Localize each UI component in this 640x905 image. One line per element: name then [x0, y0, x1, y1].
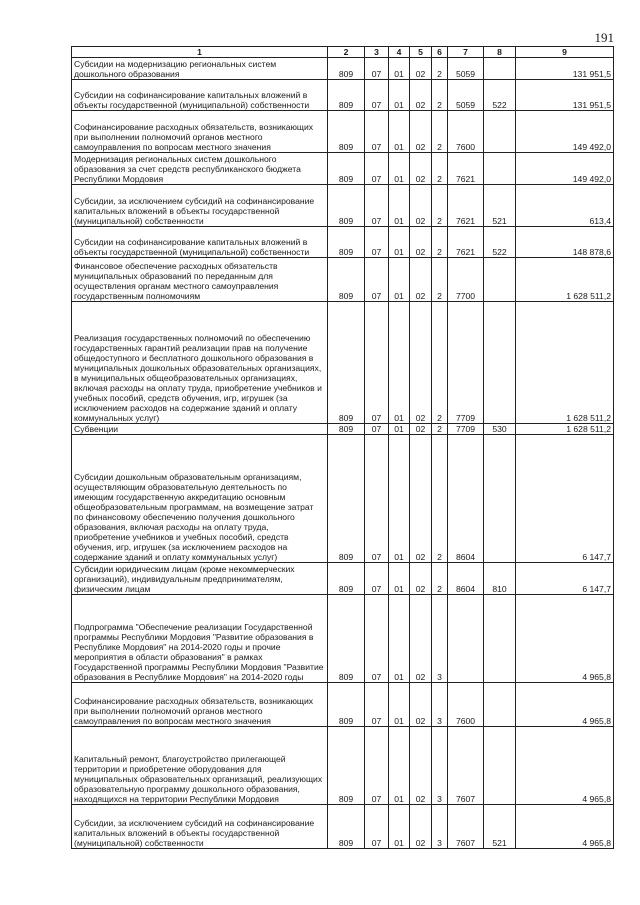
cell-code: 7700 [448, 258, 484, 302]
cell-subsection: 01 [389, 805, 410, 849]
cell-section: 07 [365, 58, 389, 80]
cell-subsection: 01 [389, 435, 410, 563]
row-name: Финансовое обеспечение расходных обязательств муниципальных образований по переданным для осуществления органам местного самоуправления государственным полномочиям [72, 258, 328, 302]
cell-code [448, 595, 484, 683]
cell-ministry: 809 [328, 153, 365, 185]
row-name: Субвенции [72, 424, 328, 435]
cell-section: 07 [365, 805, 389, 849]
cell-code: 7709 [448, 424, 484, 435]
row-name: Подпрограмма "Обеспечение реализации Государственной программы Республики Мордовия "Развитие образования в Республике Мордовия" на 2014-2020 годы и прочие мероприятия в области образования" в рамках Государственной программы Республики Мордовия "Развитие образования в Республике Мордовия" на 2014-2020 годы [72, 595, 328, 683]
cell-program: 02 [410, 302, 432, 424]
cell-subsection: 01 [389, 563, 410, 595]
table-row [72, 727, 614, 805]
page-number: 191 [594, 30, 614, 45]
cell-subprogram: 2 [432, 185, 448, 227]
cell-section: 07 [365, 258, 389, 302]
cell-expense-type [484, 258, 516, 302]
column-header-1: 1 [72, 47, 328, 58]
table-row [72, 805, 614, 849]
cell-amount: 131 951,5 [516, 58, 614, 80]
column-header-3: 3 [365, 47, 389, 58]
row-name: Субсидии юридическим лицам (кроме некоммерческих организаций), индивидуальным предпринимателям, физическим лицам [72, 563, 328, 595]
cell-expense-type [484, 595, 516, 683]
table-row [72, 435, 614, 563]
cell-amount: 6 147,7 [516, 563, 614, 595]
cell-program: 02 [410, 805, 432, 849]
row-name: Субсидии дошкольным образовательным организациям, осуществляющим образовательную деятельность по имеющим государственную аккредитацию основным общеобразовательным программам, на возмещение затрат по финансовому обеспечению получения дошкольного образования, включая расходы на оплату труда, приобретение учебников и учебных пособий, средств обучения, игр, игрушек (за исключением расходов на содержание зданий и оплату коммунальных услуг) [72, 435, 328, 563]
cell-program: 02 [410, 111, 432, 153]
cell-section: 07 [365, 424, 389, 435]
cell-subprogram: 2 [432, 424, 448, 435]
column-header-4: 4 [389, 47, 410, 58]
cell-section: 07 [365, 683, 389, 727]
cell-amount: 149 492,0 [516, 111, 614, 153]
cell-ministry: 809 [328, 424, 365, 435]
cell-subprogram: 2 [432, 435, 448, 563]
cell-amount: 4 965,8 [516, 727, 614, 805]
cell-section: 07 [365, 80, 389, 111]
cell-program: 02 [410, 58, 432, 80]
cell-subsection: 01 [389, 185, 410, 227]
cell-section: 07 [365, 111, 389, 153]
cell-subsection: 01 [389, 424, 410, 435]
table-body [72, 58, 614, 849]
cell-subsection: 01 [389, 58, 410, 80]
cell-code: 7621 [448, 185, 484, 227]
cell-expense-type [484, 153, 516, 185]
cell-section: 07 [365, 302, 389, 424]
cell-amount: 613,4 [516, 185, 614, 227]
cell-amount: 6 147,7 [516, 435, 614, 563]
cell-amount: 4 965,8 [516, 683, 614, 727]
cell-section: 07 [365, 153, 389, 185]
cell-subsection: 01 [389, 683, 410, 727]
cell-amount: 149 492,0 [516, 153, 614, 185]
row-name: Модернизация региональных систем дошкольного образования за счет средств республиканского бюджета Республики Мордовия [72, 153, 328, 185]
cell-subsection: 01 [389, 153, 410, 185]
row-name: Субсидии на софинансирование капитальных вложений в объекты государственной (муниципальной) собственности [72, 227, 328, 258]
cell-code: 7621 [448, 227, 484, 258]
cell-subprogram: 2 [432, 80, 448, 111]
cell-expense-type [484, 58, 516, 80]
cell-program: 02 [410, 227, 432, 258]
column-header-2: 2 [328, 47, 365, 58]
cell-subsection: 01 [389, 595, 410, 683]
cell-program: 02 [410, 683, 432, 727]
cell-subprogram: 2 [432, 111, 448, 153]
cell-code: 7709 [448, 302, 484, 424]
cell-expense-type: 522 [484, 227, 516, 258]
table-row [72, 595, 614, 683]
cell-subsection: 01 [389, 111, 410, 153]
table-row [72, 683, 614, 727]
cell-code: 5059 [448, 58, 484, 80]
cell-expense-type: 530 [484, 424, 516, 435]
cell-subsection: 01 [389, 227, 410, 258]
cell-code: 8604 [448, 563, 484, 595]
table-header-row [72, 47, 614, 58]
cell-expense-type: 521 [484, 805, 516, 849]
cell-program: 02 [410, 258, 432, 302]
cell-subprogram: 2 [432, 153, 448, 185]
cell-expense-type [484, 111, 516, 153]
cell-section: 07 [365, 227, 389, 258]
table-row [72, 111, 614, 153]
row-name: Софинансирование расходных обязательств, возникающих при выполнении полномочий органов местного самоуправления по вопросам местного значения [72, 683, 328, 727]
cell-subsection: 01 [389, 80, 410, 111]
column-header-7: 7 [448, 47, 484, 58]
cell-amount: 1 628 511,2 [516, 302, 614, 424]
cell-ministry: 809 [328, 258, 365, 302]
cell-amount: 4 965,8 [516, 805, 614, 849]
table-row [72, 80, 614, 111]
cell-subsection: 01 [389, 727, 410, 805]
cell-ministry: 809 [328, 683, 365, 727]
table-row [72, 563, 614, 595]
table-row [72, 227, 614, 258]
cell-ministry: 809 [328, 727, 365, 805]
cell-ministry: 809 [328, 302, 365, 424]
column-header-9: 9 [516, 47, 614, 58]
cell-program: 02 [410, 727, 432, 805]
row-name: Субсидии на модернизацию региональных систем дошкольного образования [72, 58, 328, 80]
cell-code: 8604 [448, 435, 484, 563]
row-name: Капитальный ремонт, благоустройство прилегающей территории и приобретение оборудования для муниципальных образовательных организаций, реализующих образовательную программу дошкольного образования, находящихся на территории Республики Мордовия [72, 727, 328, 805]
cell-ministry: 809 [328, 58, 365, 80]
cell-expense-type [484, 435, 516, 563]
cell-program: 02 [410, 153, 432, 185]
cell-amount: 4 965,8 [516, 595, 614, 683]
table-row [72, 302, 614, 424]
cell-ministry: 809 [328, 227, 365, 258]
row-name: Субсидии на софинансирование капитальных вложений в объекты государственной (муниципальной) собственности [72, 80, 328, 111]
cell-program: 02 [410, 563, 432, 595]
cell-program: 02 [410, 185, 432, 227]
cell-subprogram: 2 [432, 227, 448, 258]
table-row [72, 58, 614, 80]
cell-section: 07 [365, 727, 389, 805]
cell-code: 7621 [448, 153, 484, 185]
table-row [72, 153, 614, 185]
cell-amount: 131 951,5 [516, 80, 614, 111]
cell-ministry: 809 [328, 805, 365, 849]
cell-expense-type: 521 [484, 185, 516, 227]
cell-code: 5059 [448, 80, 484, 111]
cell-section: 07 [365, 435, 389, 563]
cell-expense-type: 810 [484, 563, 516, 595]
cell-subsection: 01 [389, 258, 410, 302]
cell-subprogram: 3 [432, 805, 448, 849]
cell-expense-type [484, 727, 516, 805]
cell-subprogram: 2 [432, 563, 448, 595]
row-name: Субсидии, за исключением субсидий на софинансирование капитальных вложений в объекты государственной (муниципальной) собственности [72, 805, 328, 849]
cell-program: 02 [410, 595, 432, 683]
cell-program: 02 [410, 424, 432, 435]
column-header-5: 5 [410, 47, 432, 58]
cell-section: 07 [365, 185, 389, 227]
table-row [72, 424, 614, 435]
cell-subprogram: 2 [432, 58, 448, 80]
table-row [72, 185, 614, 227]
cell-amount: 148 878,6 [516, 227, 614, 258]
budget-table [71, 46, 614, 849]
cell-ministry: 809 [328, 185, 365, 227]
cell-subprogram: 2 [432, 302, 448, 424]
cell-code: 7607 [448, 727, 484, 805]
cell-amount: 1 628 511,2 [516, 424, 614, 435]
cell-section: 07 [365, 563, 389, 595]
cell-code: 7600 [448, 111, 484, 153]
cell-section: 07 [365, 595, 389, 683]
cell-code: 7607 [448, 805, 484, 849]
cell-expense-type [484, 302, 516, 424]
cell-expense-type [484, 683, 516, 727]
row-name: Софинансирование расходных обязательств, возникающих при выполнении полномочий органов местного самоуправления по вопросам местного значения [72, 111, 328, 153]
cell-ministry: 809 [328, 80, 365, 111]
cell-ministry: 809 [328, 595, 365, 683]
cell-subprogram: 3 [432, 727, 448, 805]
row-name: Реализация государственных полномочий по обеспечению государственных гарантий реализации прав на получение общедоступного и бесплатного дошкольного образования в муниципальных дошкольных образовательных организациях, в муниципальных общеобразовательных организациях, включая расходы на оплату труда, приобретение учебников и учебных пособий, средств обучения, игр, игрушек (за исключением расходов на содержание зданий и оплату коммунальных услуг) [72, 302, 328, 424]
cell-amount: 1 628 511,2 [516, 258, 614, 302]
cell-subprogram: 3 [432, 595, 448, 683]
cell-program: 02 [410, 435, 432, 563]
column-header-8: 8 [484, 47, 516, 58]
cell-program: 02 [410, 80, 432, 111]
table-row [72, 258, 614, 302]
row-name: Субсидии, за исключением субсидий на софинансирование капитальных вложений в объекты государственной (муниципальной) собственности [72, 185, 328, 227]
cell-subsection: 01 [389, 302, 410, 424]
cell-subprogram: 2 [432, 258, 448, 302]
cell-expense-type: 522 [484, 80, 516, 111]
cell-code: 7600 [448, 683, 484, 727]
column-header-6: 6 [432, 47, 448, 58]
cell-ministry: 809 [328, 111, 365, 153]
cell-ministry: 809 [328, 435, 365, 563]
cell-ministry: 809 [328, 563, 365, 595]
cell-subprogram: 3 [432, 683, 448, 727]
